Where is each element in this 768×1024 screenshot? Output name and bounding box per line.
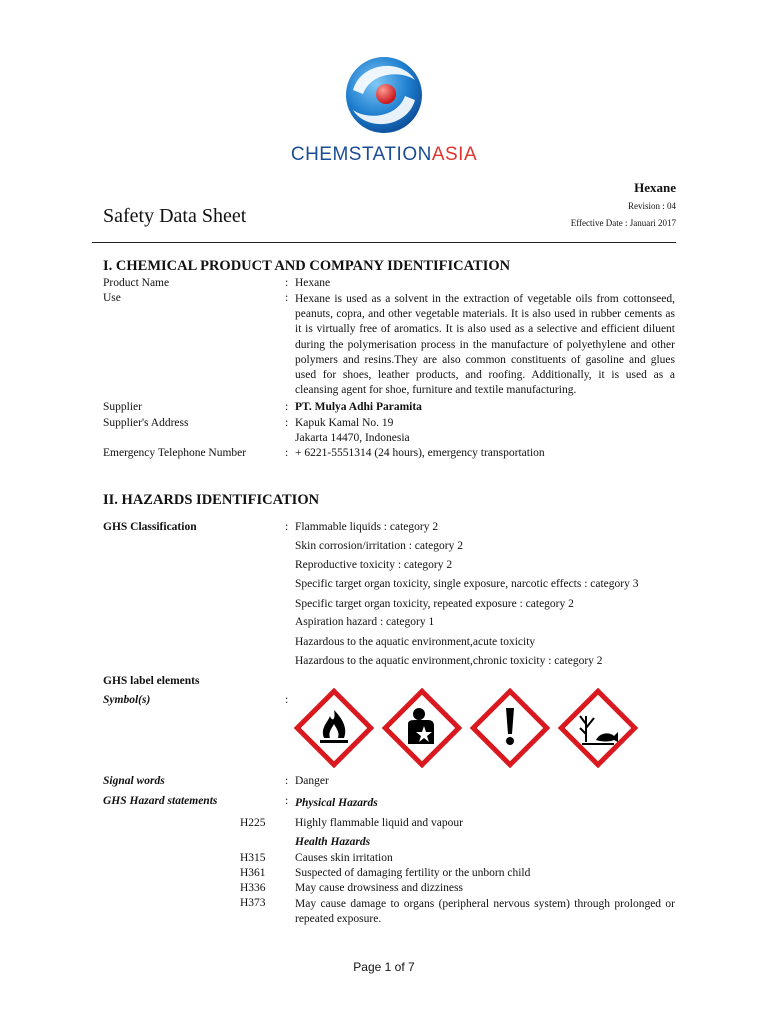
address-label: Supplier's Address xyxy=(103,417,189,429)
label-elements-label: GHS label elements xyxy=(103,675,200,687)
revision-text: Revision : 04 xyxy=(627,201,676,211)
physical-hazards-heading: Physical Hazards xyxy=(295,797,378,809)
hazard-code: H373 xyxy=(240,897,266,909)
product-name-value: Hexane xyxy=(295,277,331,289)
ghs-pictograms xyxy=(292,688,652,768)
section-2-heading: II. HAZARDS IDENTIFICATION xyxy=(103,492,320,508)
page-number: Page 1 of 7 xyxy=(353,960,415,974)
classification-item: Specific target organ toxicity, repeated exposure : category 2 xyxy=(295,598,574,610)
address-line-2: Jakarta 14470, Indonesia xyxy=(295,432,410,444)
classification-item: Skin corrosion/irritation : category 2 xyxy=(295,540,463,552)
brand-name xyxy=(0,144,768,166)
hazard-statement: Causes skin irritation xyxy=(295,852,393,864)
classification-item: Flammable liquids : category 2 xyxy=(295,521,439,533)
hazard-code: H361 xyxy=(240,867,266,879)
product-name-label: Product Name xyxy=(103,277,170,289)
health-hazards-heading: Health Hazards xyxy=(295,836,371,848)
classification-item: Hazardous to the aquatic environment,acute toxicity xyxy=(295,636,536,648)
effective-date-text: Effective Date : Januari 2017 xyxy=(570,218,676,228)
classification-item: Aspiration hazard : category 1 xyxy=(295,616,435,628)
phone-label: Emergency Telephone Number xyxy=(103,447,247,459)
hazard-statement: May cause drowsiness and dizziness xyxy=(295,882,463,894)
colon: : xyxy=(285,694,289,706)
use-label: Use xyxy=(103,292,121,304)
hazard-code: H315 xyxy=(240,852,266,864)
section-1-heading: I. CHEMICAL PRODUCT AND COMPANY IDENTIFICATION xyxy=(103,258,511,274)
classification-item: Specific target organ toxicity, single exposure, narcotic effects : category 3 xyxy=(295,578,639,590)
address-line-1: Kapuk Kamal No. 19 xyxy=(295,417,394,429)
brand-name-part2: ASIA xyxy=(431,144,478,165)
hazard-statement: Highly flammable liquid and vapour xyxy=(295,817,463,829)
colon: : xyxy=(285,775,289,787)
colon: : xyxy=(285,795,289,807)
brand-name-part1: CHEMSTATION xyxy=(290,144,432,165)
hazard-statement: Suspected of damaging fertility or the unborn child xyxy=(295,867,531,879)
logo-swirl-icon xyxy=(339,50,429,140)
exclamation-icon xyxy=(473,691,547,765)
health-hazard-icon xyxy=(385,691,459,765)
company-logo xyxy=(0,50,768,166)
use-value: Hexane is used as a solvent in the extraction of vegetable oils from cottonseed, peanuts, copra, and other vegetable materials. It is also used in rubber cements as it is virtually free of aromatics. It is also used as a selective and efficient diluent during the polymerisation process in the manufacture of polyethylene and other polymers and resins.They are also common constituents of gasoline and glues used for shoes, leather products, and roofing. Additionally, it is used as a cleansing agent for shoe, furniture and textile manufacturing. xyxy=(295,293,675,397)
header-divider xyxy=(92,242,676,243)
hazard-code: H225 xyxy=(240,817,266,829)
product-title: Hexane xyxy=(634,180,676,195)
colon: : xyxy=(285,447,289,459)
classification-item: Reproductive toxicity : category 2 xyxy=(295,559,453,571)
classification-item: Hazardous to the aquatic environment,chronic toxicity : category 2 xyxy=(295,655,603,667)
colon: : xyxy=(285,521,289,533)
flame-icon xyxy=(297,691,371,765)
colon: : xyxy=(285,277,289,289)
supplier-value: PT. Mulya Adhi Paramita xyxy=(295,401,422,413)
colon: : xyxy=(285,401,289,413)
colon: : xyxy=(285,417,289,429)
hazard-statements-label: GHS Hazard statements xyxy=(103,795,218,807)
colon: : xyxy=(285,292,289,304)
symbols-label: Symbol(s) xyxy=(103,694,151,706)
signal-words-label: Signal words xyxy=(103,775,165,787)
phone-value: + 6221-5551314 (24 hours), emergency transportation xyxy=(295,447,545,459)
environment-icon xyxy=(561,691,635,765)
ghs-classification-label: GHS Classification xyxy=(103,521,197,533)
hazard-statement: May cause damage to organs (peripheral nervous system) through prolonged or repeated exposure. xyxy=(295,898,675,925)
signal-word-value: Danger xyxy=(295,775,329,787)
hazard-code: H336 xyxy=(240,882,266,894)
document-title: Safety Data Sheet xyxy=(103,205,247,227)
supplier-label: Supplier xyxy=(103,401,142,413)
